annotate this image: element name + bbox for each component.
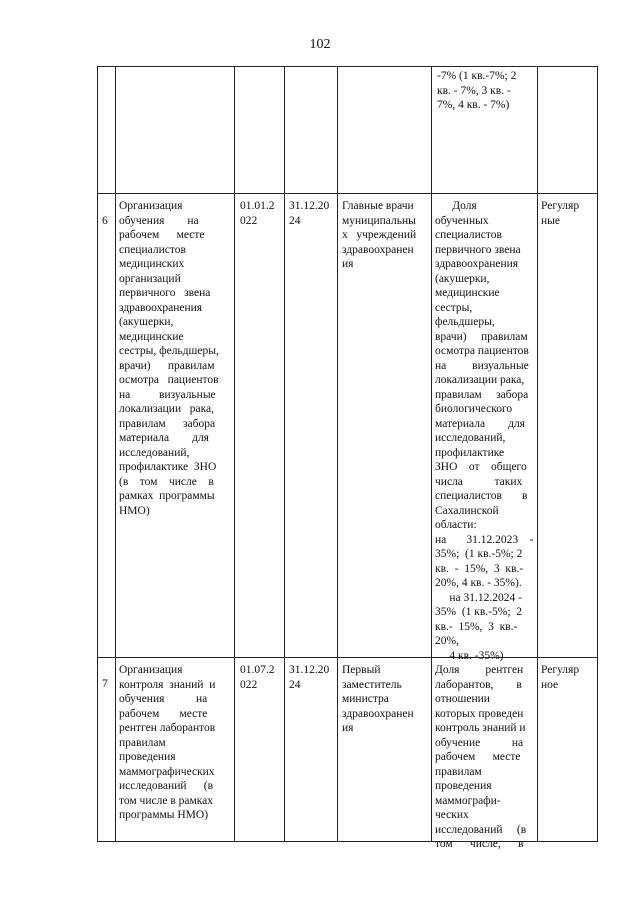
page-number: 102 bbox=[309, 37, 331, 52]
column-rule bbox=[337, 66, 338, 842]
column-rule bbox=[234, 66, 235, 842]
table-cell-responsible: Главные врачи муниципальны х учреждений здравоохранен ия bbox=[342, 200, 417, 270]
row-divider bbox=[97, 193, 598, 194]
table-cell-activity: Организация контроля знаний и обучения на рабочем месте рентген лаборантов правилам проведения маммографических исследований (в том числе в рамках программы НМО) bbox=[119, 664, 216, 821]
column-rule bbox=[97, 66, 98, 842]
table-rule-top bbox=[97, 66, 598, 67]
table-cell-end-date: 31.12.20 24 bbox=[289, 664, 330, 691]
table-cell-responsible: Первый заместитель министра здравоохранен ия bbox=[342, 664, 414, 734]
table-cell-activity: Организация обучения на рабочем месте специалистов медицинских организаций первичного звена здравоохранения (акушерки, медицинские сестры, фельдшеры, врачи) правилам осмотра пациентов на визуальные локализации рака, правилам забора материала для исследований, профилактике ЗНО (в том числе в рамках программы НМО) bbox=[119, 200, 219, 517]
table-cell-indicator: Доля рентген лаборантов, в отношении которых проведен контроль знаний и обучение на рабочем месте правилам проведения маммографи- ческих исследований (в том числе, в bbox=[435, 664, 527, 850]
table-cell-start-date: 01.07.2 022 bbox=[240, 664, 275, 691]
column-rule bbox=[115, 66, 116, 842]
column-rule bbox=[537, 66, 538, 842]
table-cell-indicator: -7% (1 кв.-7%; 2 кв. - 7%, 3 кв. - 7%, 4 кв. - 7%) bbox=[437, 70, 517, 111]
column-rule bbox=[597, 66, 598, 842]
table-cell-periodicity: Регуляр ное bbox=[541, 664, 580, 691]
measures-table bbox=[97, 66, 598, 850]
column-rule bbox=[284, 66, 285, 842]
column-rule bbox=[431, 66, 432, 842]
table-cell-periodicity: Регуляр ные bbox=[541, 200, 580, 227]
table-cell-number: 6 bbox=[102, 215, 108, 227]
table-cell-start-date: 01.01.2 022 bbox=[240, 200, 275, 227]
table-cell-number: 7 bbox=[102, 678, 108, 690]
table-cell-end-date: 31.12.20 24 bbox=[289, 200, 330, 227]
table-cell-indicator: Доля обученных специалистов первичного звена здравоохранения (акушерки, медицинские сестры, фельдшеры, врачи) правилам осмотра пациентов на визуальные локализации рака, правилам забора биологического материала для исследований, профилактике ЗНО от общего числа таких специалистов в Сахалинской области: на 31.12.2023 - 35%; (1 кв.-5%; 2 кв. - 15%, 3 кв.- 20%, 4 кв. - 35%). на 31.12.2024 - 35% (1 кв.-5%; 2 кв.- 15%, 3 кв.- 20%, 4 кв. -35%) bbox=[435, 200, 534, 662]
